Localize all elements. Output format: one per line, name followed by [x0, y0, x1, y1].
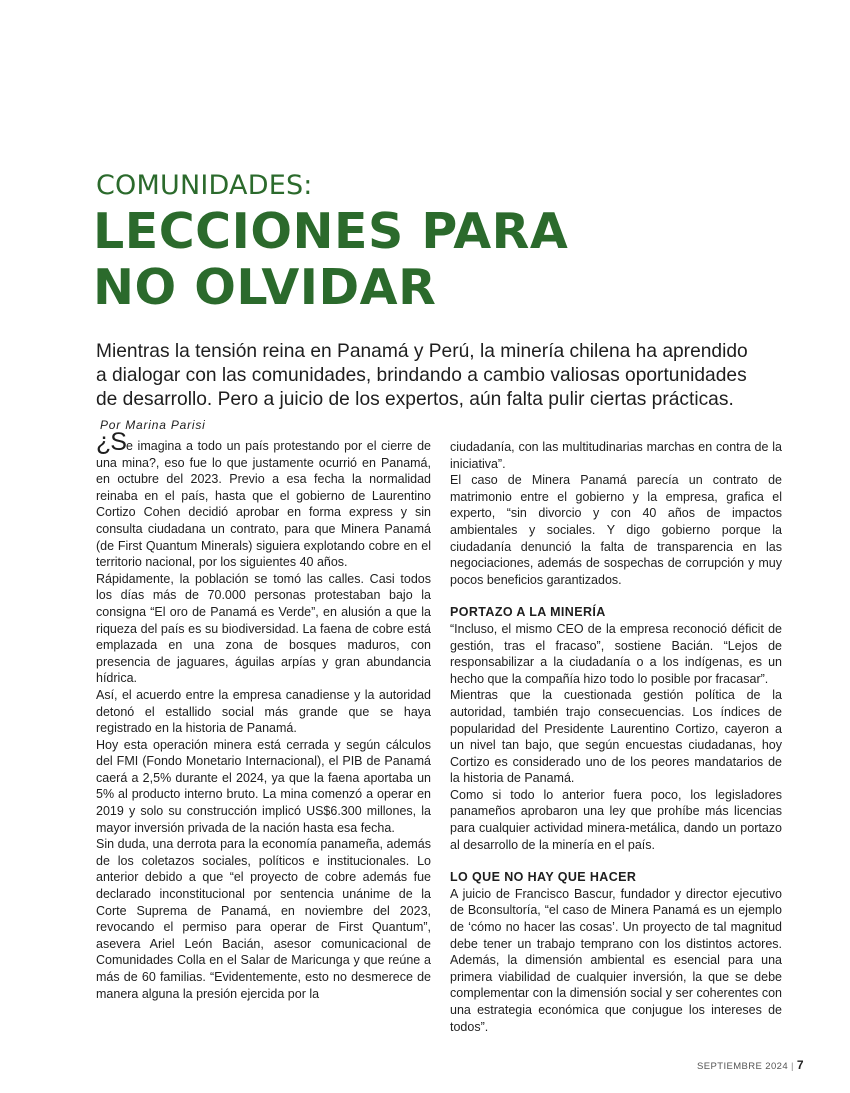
paragraph-text: e imagina a todo un país protestando por el cierre de una mina?, eso fue lo que justamente ocurrió en Panamá, en octubre del 2023. Previo a esa fecha la normalidad reinaba en el país, hasta que el gobierno de Laurentino Cortizo Cohen decidió aprobar en forma express y sin consulta ciudadana un contrato, para que Minera Panamá (de First Quantum Minerals) siguiera explotando cobre en el territorio nacional, por los siguientes 40 años. [96, 439, 431, 570]
title-line-1: LECCIONES PARA [93, 203, 569, 260]
paragraph: El caso de Minera Panamá parecía un contrato de matrimonio entre el gobierno y la empresa, grafica el experto, “sin divorcio y con 40 años de impactos ambientales y sociales. Y digo gobierno porque la ciudadanía denunció la falta de transparencia en las negociaciones, además de sospechas de corrupción y muy pocos beneficios garantizados. [450, 473, 782, 587]
paragraph: ciudadanía, con las multitudinarias marchas en contra de la iniciativa”. [450, 440, 782, 471]
page-number: 7 [796, 1058, 804, 1072]
paragraph: Mientras que la cuestionada gestión política de la autoridad, también trajo consecuencias. Los índices de popularidad del Presidente Laurentino Cortizo, cayeron a un nivel tan bajo, que según encuestas ciudadanas, hoy Cortizo es considerado uno de los peores mandatarios de la historia de Panamá. [450, 688, 782, 786]
article-lead [96, 340, 756, 437]
dropcap: ¿S [96, 428, 126, 456]
paragraph: Así, el acuerdo entre la empresa canadiense y la autoridad detonó el estallido social más grande que se haya registrado en la historia de Panamá. [96, 687, 431, 736]
subheading-portazo: PORTAZO A LA MINERÍA [450, 605, 606, 620]
section-kicker: COMUNIDADES: [96, 170, 313, 201]
title-line-2: NO OLVIDAR [93, 259, 437, 316]
paragraph: A juicio de Francisco Bascur, fundador y director ejecutivo de Bconsultoría, “el caso de Minera Panamá es un ejemplo de ‘cómo no hacer las cosas’. Un proyecto de tal magnitud debe tener un trabajo temprano con los distintos actores. Además, la dimensión ambiental es esencial para una primera viabilidad de cualquier inversión, la que se debe complementar con la dimensión social y ser coherentes con una estrategia económica que conjugue los intereses de todos”. [450, 886, 782, 1034]
lead-text: Mientras la tensión reina en Panamá y Perú, la minería chilena ha aprendido a dialogar con las comunidades, brindando a cambio valiosas oportunidades de desarrollo. Pero a juicio de los expertos, aún falta pulir ciertas prácticas. [96, 341, 748, 410]
paragraph: Hoy esta operación minera está cerrada y según cálculos del FMI (Fondo Monetario Internacional), el PIB de Panamá caerá a 2,5% durante el 2024, ya que la faena aportaba un 5% al producto interno bruto. La mina comenzó a operar en 2019 y solo su construcción implicó US$6.300 millones, la mayor inversión privada de la nación hasta esa fecha. [96, 737, 431, 835]
issue-date: SEPTIEMBRE 2024 [697, 1061, 789, 1072]
byline: Por Marina Parisi [100, 418, 206, 432]
right-column [450, 439, 782, 1035]
page-footer [697, 1058, 804, 1072]
paragraph: “Incluso, el mismo CEO de la empresa reconoció déficit de gestión, tras el fracaso”, sostiene Bacián. “Lejos de responsabilizar a la ciudadanía o a los indígenas, es un hecho que la compañía hizo todo lo posible por fracasar”. [450, 621, 782, 686]
paragraph [96, 428, 431, 571]
subheading-lo-que-no: LO QUE NO HAY QUE HACER [450, 870, 637, 885]
paragraph: Rápidamente, la población se tomó las calles. Casi todos los días más de 70.000 personas protestaban bajo la consigna “El oro de Panamá es Verde”, en alusión a que la riqueza del país es su biodiversidad. La faena de cobre está emplazada en una zona de bosques maduros, con presencia de jaguares, águilas arpías y gran abundancia hídrica. [96, 571, 431, 686]
paragraph: Sin duda, una derrota para la economía panameña, además de los coletazos sociales, políticos e institucionales. Lo anterior debido a que “el proyecto de cobre además fue declarado inconstitucional por sentencia unánime de la Corte Suprema de Panamá, en noviembre del 2023, revocando el permiso para operar de First Quantum”, asevera Ariel León Bacián, asesor comunicacional de Comunidades Colla en el Salar de Maricunga y que reúne a más de 60 familias. “Evidentemente, esto no desmerece de manera alguna la presión ejercida por la [96, 837, 431, 1001]
left-column [96, 428, 431, 1002]
paragraph: Como si todo lo anterior fuera poco, los legisladores panameños aprobaron una ley que prohíbe más licencias para cualquier actividad minera-metálica, dando un portazo al desarrollo de la minería en el país. [450, 787, 782, 852]
article-title [93, 204, 568, 316]
footer-separator: | [791, 1061, 794, 1072]
